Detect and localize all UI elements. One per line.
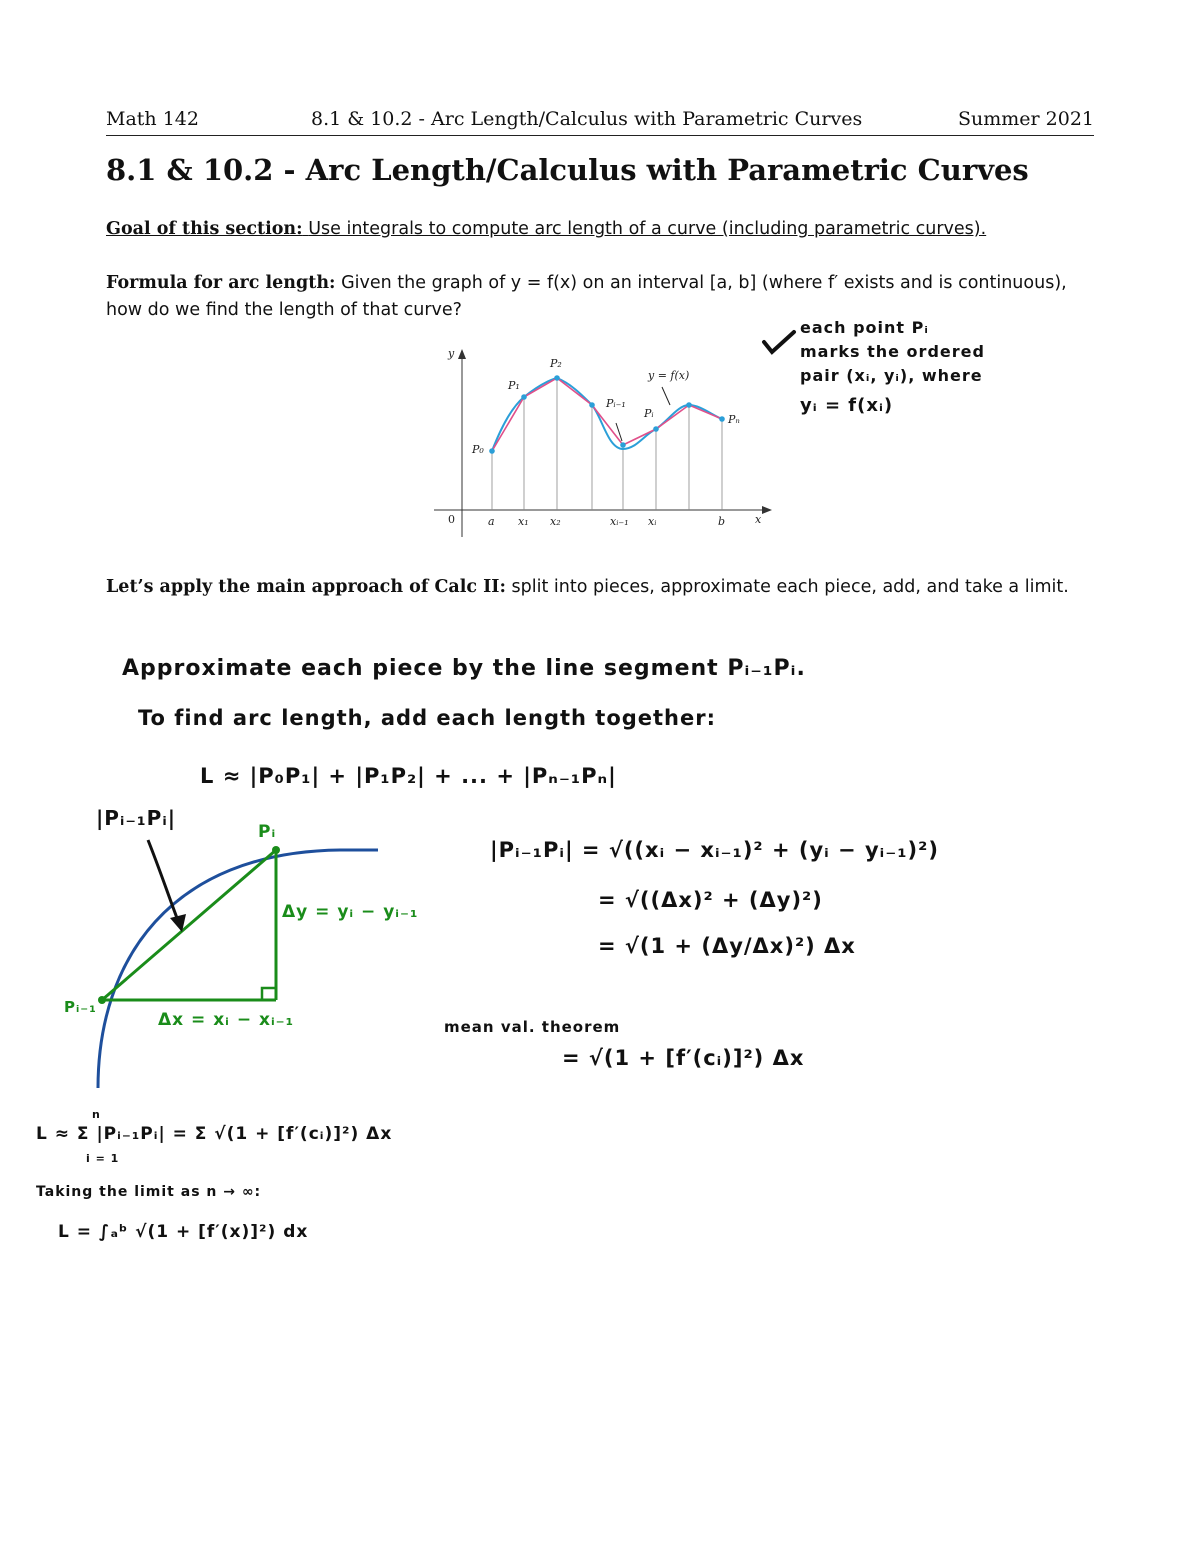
note-line3: L ≈ |P₀P₁| + |P₁P₂| + ... + |Pₙ₋₁Pₙ| — [200, 764, 617, 788]
fig-p1: P₁ — [508, 379, 520, 392]
apply-label: Let’s apply the main approach of Calc II: — [106, 577, 506, 597]
fig-x-label: x — [755, 513, 762, 526]
header-section: 8.1 & 10.2 - Arc Length/Calculus with Parametric Curves — [311, 108, 863, 130]
right-angle-mark — [262, 988, 276, 1000]
margin-note-line4: yᵢ = f(xᵢ) — [800, 395, 894, 416]
triangle-sketch — [40, 800, 460, 1100]
apply-paragraph — [106, 574, 1096, 601]
pi-label: Pᵢ — [258, 822, 277, 842]
eq3: = √(1 + (Δy/Δx)²) Δx — [598, 934, 856, 958]
fig-origin: 0 — [448, 513, 455, 526]
sum-top: n — [92, 1108, 101, 1121]
margin-note-line3: pair (xᵢ, yᵢ), where — [800, 366, 983, 385]
formula-text: Given the graph of y = f(x) on an interval [a, b] (where f′ exists and is continuous), how do we find the length of that curve? — [106, 273, 1067, 320]
fig-curve-label: y = f(x) — [648, 369, 690, 382]
check-mark-icon — [760, 328, 800, 358]
seg-label: |Pᵢ₋₁Pᵢ| — [96, 806, 177, 830]
eq1: |Pᵢ₋₁Pᵢ| = √((xᵢ − xᵢ₋₁)² + (yᵢ − yᵢ₋₁)²) — [490, 838, 939, 862]
page-title: 8.1 & 10.2 - Arc Length/Calculus with Parametric Curves — [106, 153, 1029, 187]
header-rule — [106, 135, 1094, 136]
fig-p0: P₀ — [472, 443, 484, 456]
fig-tick-xi1: xᵢ₋₁ — [610, 515, 629, 528]
x-axis-arrow — [762, 506, 772, 514]
mvt-note: mean val. theorem — [444, 1018, 621, 1036]
fig-tick-b: b — [718, 515, 726, 528]
fig-p2: P₂ — [550, 357, 562, 370]
margin-note-line1: each point Pᵢ — [800, 318, 929, 337]
note-line1: Approximate each piece by the line segment Pᵢ₋₁Pᵢ. — [122, 656, 806, 681]
fig-pn: Pₙ — [728, 413, 740, 426]
fig-pi1: Pᵢ₋₁ — [606, 397, 626, 410]
margin-note — [800, 316, 985, 418]
fig-y-label: y — [448, 347, 455, 360]
eq2: = √((Δx)² + (Δy)²) — [598, 888, 823, 912]
goal-paragraph — [106, 216, 1096, 243]
dy-label: Δy = yᵢ − yᵢ₋₁ — [282, 902, 419, 922]
sum-line: L ≈ Σ |Pᵢ₋₁Pᵢ| = Σ √(1 + [f′(cᵢ)]²) Δx — [36, 1124, 393, 1144]
dx-label: Δx = xᵢ − xᵢ₋₁ — [158, 1010, 295, 1030]
curve-f — [492, 378, 722, 451]
fig-tick-x2: x₂ — [550, 515, 561, 528]
header-term: Summer 2021 — [957, 108, 1094, 130]
formula-label: Formula for arc length: — [106, 273, 336, 293]
fig-tick-xi: xᵢ — [648, 515, 657, 528]
integral: L = ∫ₐᵇ √(1 + [f′(x)]²) dx — [58, 1222, 309, 1242]
arrow-curve — [662, 387, 670, 405]
margin-note-line2: marks the ordered — [800, 342, 985, 361]
point-pi — [272, 846, 280, 854]
fig-pi: Pᵢ — [644, 407, 654, 420]
sum-bottom: i = 1 — [86, 1152, 120, 1165]
y-axis-arrow — [458, 349, 466, 359]
secant-segment — [102, 850, 276, 1000]
pi1-label: Pᵢ₋₁ — [64, 998, 97, 1016]
polygon-segments — [492, 378, 722, 451]
header-course: Math 142 — [106, 108, 199, 130]
fig-tick-x1: x₁ — [518, 515, 529, 528]
eq4: = √(1 + [f′(cᵢ)]²) Δx — [562, 1046, 805, 1070]
fig-tick-a: a — [488, 515, 495, 528]
point-pi-1 — [98, 996, 106, 1004]
goal-text: Use integrals to compute arc length of a curve (including parametric curves). — [308, 219, 987, 239]
note-line2: To find arc length, add each length together: — [138, 706, 717, 730]
arc-length-figure — [430, 345, 780, 545]
apply-text: split into pieces, approximate each piece, add, and take a limit. — [511, 577, 1069, 597]
limit-note: Taking the limit as n → ∞: — [36, 1184, 262, 1200]
goal-label: Goal of this section: — [106, 219, 303, 239]
